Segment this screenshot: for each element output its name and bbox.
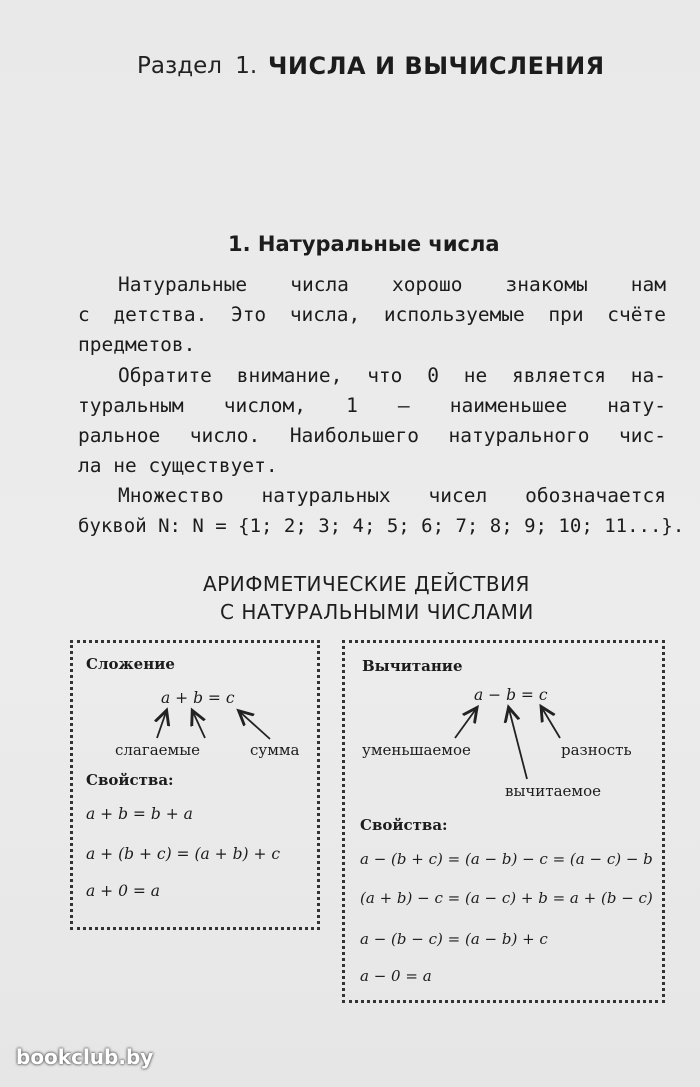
addition-prop: a + b = b + a [86, 805, 193, 823]
addition-prop: a + (b + c) = (a + b) + c [86, 845, 281, 863]
arrow-terms-b [193, 712, 205, 738]
subtraction-prop: (a + b) − c = (a − c) + b = a + (b − c) [360, 889, 653, 907]
watermark: bookclub.by [16, 1045, 154, 1069]
subtraction-props-title: Свойства: [360, 816, 448, 834]
addition-prop: a + 0 = a [86, 882, 161, 900]
arrow-subtrahend [509, 709, 527, 779]
subtraction-formula: a − b = c [474, 686, 548, 704]
subtraction-prop: a − (b + c) = (a − b) − c = (a − c) − b [360, 850, 653, 868]
text-line: ла не существует. [78, 454, 278, 477]
text-line: туральным числом, 1 — наименьшее нату- [78, 394, 666, 417]
addition-title: Сложение [86, 655, 175, 673]
label-sum: сумма [250, 741, 300, 759]
chapter-title: 1. Натуральные числа [228, 232, 500, 256]
text-line: буквой N: N = {1; 2; 3; 4; 5; 6; 7; 8; 9; 10; 11...}. [78, 515, 685, 537]
text-line: Обратите внимание, что 0 не является на- [118, 364, 666, 387]
addition-formula: a + b = c [161, 689, 235, 707]
text-line: ральное число. Наибольшего натурального чис- [78, 424, 666, 447]
ops-heading-line-1: АРИФМЕТИЧЕСКИЕ ДЕЙСТВИЯ [203, 572, 530, 596]
label-terms: слагаемые [115, 741, 201, 759]
subtraction-prop: a − 0 = a [360, 967, 432, 985]
section-word: Раздел [137, 53, 222, 79]
addition-props-title: Свойства: [86, 771, 174, 789]
arrow-difference [542, 708, 560, 738]
section-number: 1. [235, 53, 258, 79]
arrow-minuend [455, 709, 476, 738]
ops-heading-line-2: С НАТУРАЛЬНЫМИ ЧИСЛАМИ [220, 600, 534, 624]
arrow-terms-a [157, 712, 166, 738]
label-subtrahend: вычитаемое [505, 782, 601, 800]
label-minuend: уменьшаемое [362, 741, 471, 759]
section-title: ЧИСЛА И ВЫЧИСЛЕНИЯ [268, 52, 605, 80]
subtraction-prop: a − (b − c) = (a − b) + c [360, 930, 548, 948]
text-line: Натуральные числа хорошо знакомы нам [118, 273, 666, 296]
arrow-sum [240, 712, 270, 739]
subtraction-title: Вычитание [362, 657, 463, 675]
label-difference: разность [561, 741, 632, 759]
text-line: с детства. Это числа, используемые при счёте [78, 303, 666, 326]
text-line: Множество натуральных чисел обозначается [118, 484, 666, 507]
text-line: предметов. [78, 333, 196, 356]
